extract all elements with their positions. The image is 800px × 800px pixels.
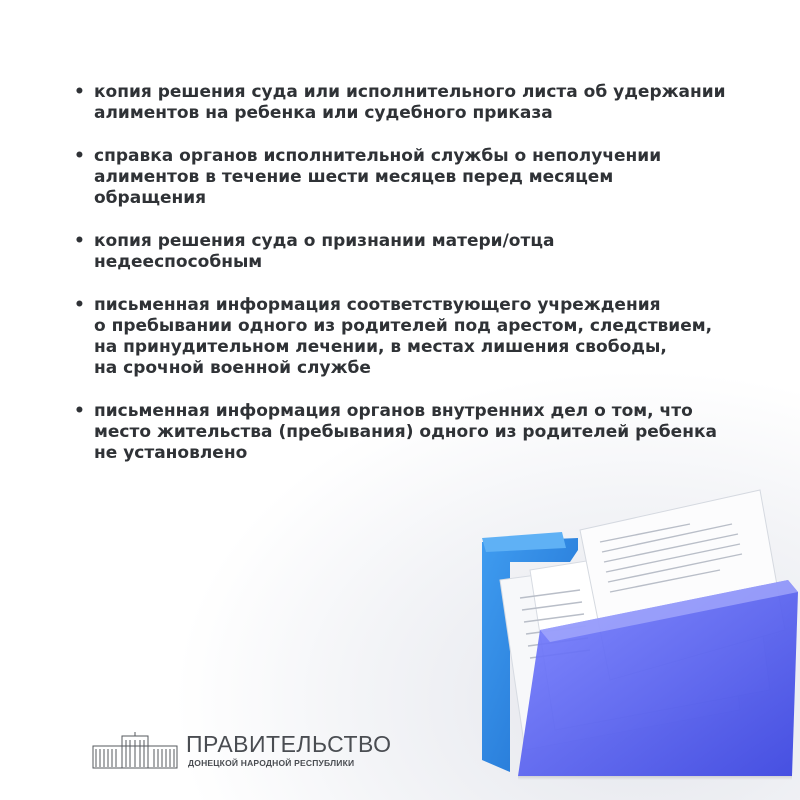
item-text-line: на срочной военной службе: [94, 358, 371, 378]
bullet: •: [74, 401, 85, 421]
item-text-line: копия решения суда о признании матери/отца: [94, 231, 555, 251]
list-item: [74, 401, 734, 464]
document-folder-illustration: [470, 480, 800, 780]
list-item: [74, 231, 734, 273]
bullet: •: [74, 146, 85, 166]
item-text-line: место жительства (пребывания) одного из родителей ребенка: [94, 422, 717, 442]
item-text-line: обращения: [94, 188, 207, 208]
list-item: [74, 82, 734, 124]
item-text-line: на принудительном лечении, в местах лишения свободы,: [94, 337, 667, 357]
item-text-line: копия решения суда или исполнительного листа об удержании: [94, 82, 726, 102]
logo-subtitle: ДОНЕЦКОЙ НАРОДНОЙ РЕСПУБЛИКИ: [188, 758, 355, 768]
item-text-line: алиментов на ребенка или судебного приказа: [94, 103, 553, 123]
item-text-line: справка органов исполнительной службы о неполучении: [94, 146, 662, 166]
list-item: [74, 146, 734, 209]
bullet: •: [74, 295, 85, 315]
bullet: •: [74, 231, 85, 251]
requirements-list: [74, 82, 734, 486]
government-building-icon: [92, 732, 178, 770]
logo-title: ПРАВИТЕЛЬСТВО: [186, 731, 392, 757]
item-text-line: письменная информация соответствующего учреждения: [94, 295, 661, 315]
government-logo: [92, 732, 392, 772]
item-text-line: недееспособным: [94, 252, 263, 272]
item-text-line: не установлено: [94, 443, 248, 463]
item-text-line: о пребывании одного из родителей под арестом, следствием,: [94, 316, 713, 336]
item-text-line: письменная информация органов внутренних дел о том, что: [94, 401, 693, 421]
bullet: •: [74, 82, 85, 102]
item-text-line: алиментов в течение шести месяцев перед месяцем: [94, 167, 614, 187]
list-item: [74, 295, 734, 379]
